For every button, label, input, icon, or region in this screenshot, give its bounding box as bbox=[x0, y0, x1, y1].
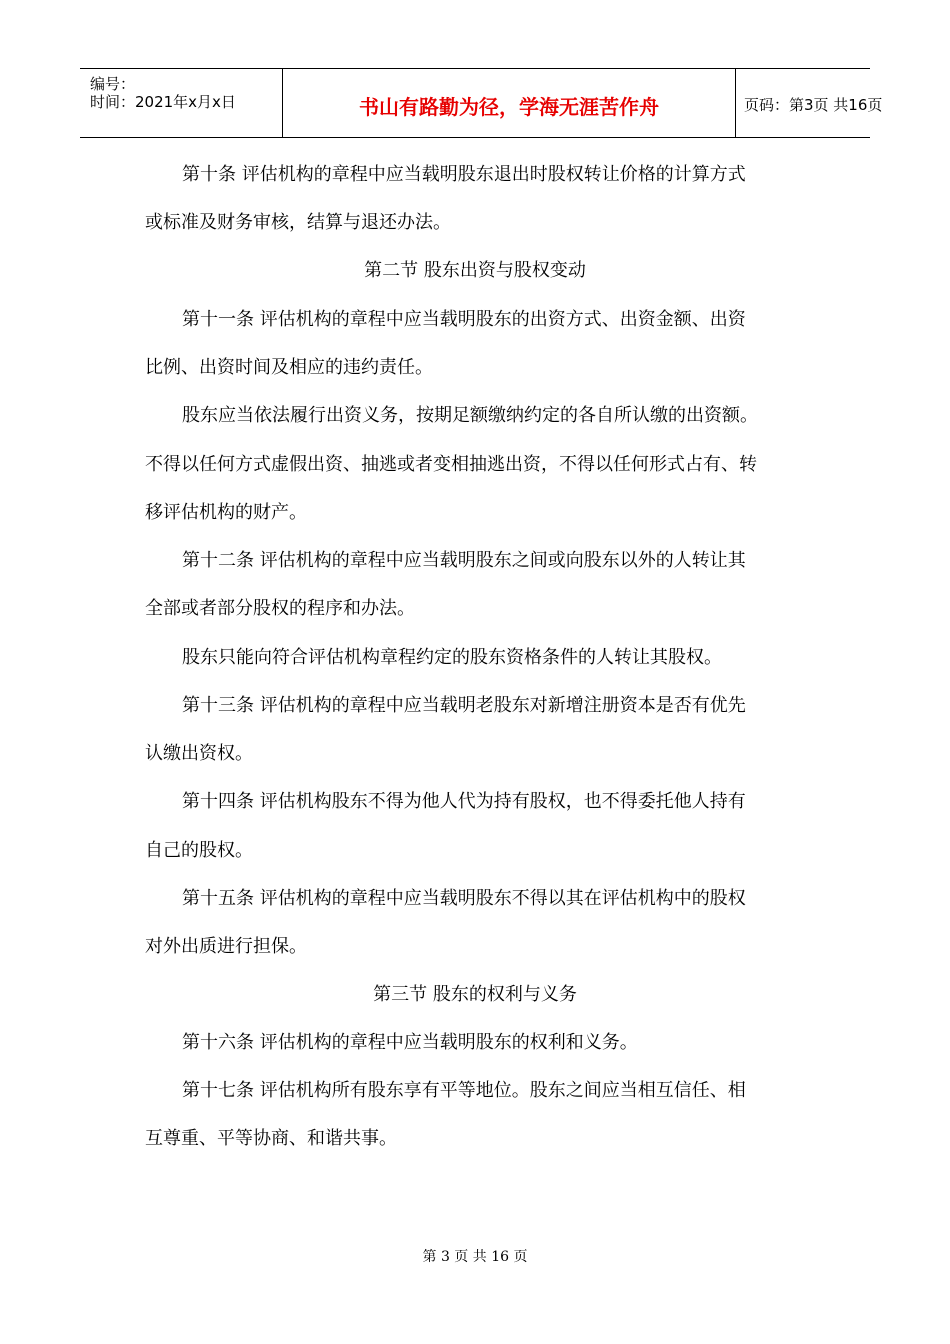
paragraph-line: 移评估机构的财产。 bbox=[145, 502, 307, 523]
article-14-line-2: 自己的股权。 bbox=[145, 840, 253, 861]
header-meta bbox=[80, 69, 282, 137]
paragraph-line: 股东应当依法履行出资义务，按期足额缴纳约定的各自所认缴的出资额。 bbox=[182, 405, 758, 426]
section-heading-2: 第二节 股东出资与股权变动 bbox=[364, 260, 586, 281]
page-footer: 第 3 页 共 16 页 bbox=[422, 1249, 528, 1265]
article-12-line-2: 全部或者部分股权的程序和办法。 bbox=[145, 598, 415, 619]
article-17-line-1: 第十七条 评估机构所有股东享有平等地位。股东之间应当相互信任、相 bbox=[182, 1080, 746, 1101]
header-page-cell bbox=[736, 69, 883, 137]
article-12-line-1: 第十二条 评估机构的章程中应当载明股东之间或向股东以外的人转让其 bbox=[182, 550, 746, 571]
document-number: 编号： bbox=[90, 75, 136, 93]
section-heading-3: 第三节 股东的权利与义务 bbox=[373, 984, 577, 1005]
article-13-line-2: 认缴出资权。 bbox=[145, 743, 253, 764]
header-page-number: 页码：第3页 共16页 bbox=[744, 96, 883, 114]
document-date: 时间：2021年x月x日 bbox=[90, 93, 236, 111]
article-17-line-2: 互尊重、平等协商、和谐共事。 bbox=[145, 1128, 397, 1149]
article-15-line-1: 第十五条 评估机构的章程中应当载明股东不得以其在评估机构中的股权 bbox=[182, 888, 746, 909]
page-header bbox=[80, 68, 883, 138]
article-14-line-1: 第十四条 评估机构股东不得为他人代为持有股权，也不得委托他人持有 bbox=[182, 791, 746, 812]
article-11-line-2: 比例、出资时间及相应的违约责任。 bbox=[145, 357, 433, 378]
article-16-line-1: 第十六条 评估机构的章程中应当载明股东的权利和义务。 bbox=[182, 1032, 638, 1053]
article-15-line-2: 对外出质进行担保。 bbox=[145, 936, 307, 957]
paragraph-line: 股东只能向符合评估机构章程约定的股东资格条件的人转让其股权。 bbox=[182, 647, 722, 668]
article-13-line-1: 第十三条 评估机构的章程中应当载明老股东对新增注册资本是否有优先 bbox=[182, 695, 746, 716]
article-10-line-2: 或标准及财务审核，结算与退还办法。 bbox=[145, 212, 451, 233]
paragraph-line: 不得以任何方式虚假出资、抽逃或者变相抽逃出资，不得以任何形式占有、转 bbox=[145, 454, 757, 475]
header-motto-cell bbox=[282, 69, 736, 137]
article-10-line-1: 第十条 评估机构的章程中应当载明股东退出时股权转让价格的计算方式 bbox=[182, 164, 746, 185]
header-motto: 书山有路勤为径，学海无涯苦作舟 bbox=[359, 95, 659, 119]
article-11-line-1: 第十一条 评估机构的章程中应当载明股东的出资方式、出资金额、出资 bbox=[182, 309, 746, 330]
